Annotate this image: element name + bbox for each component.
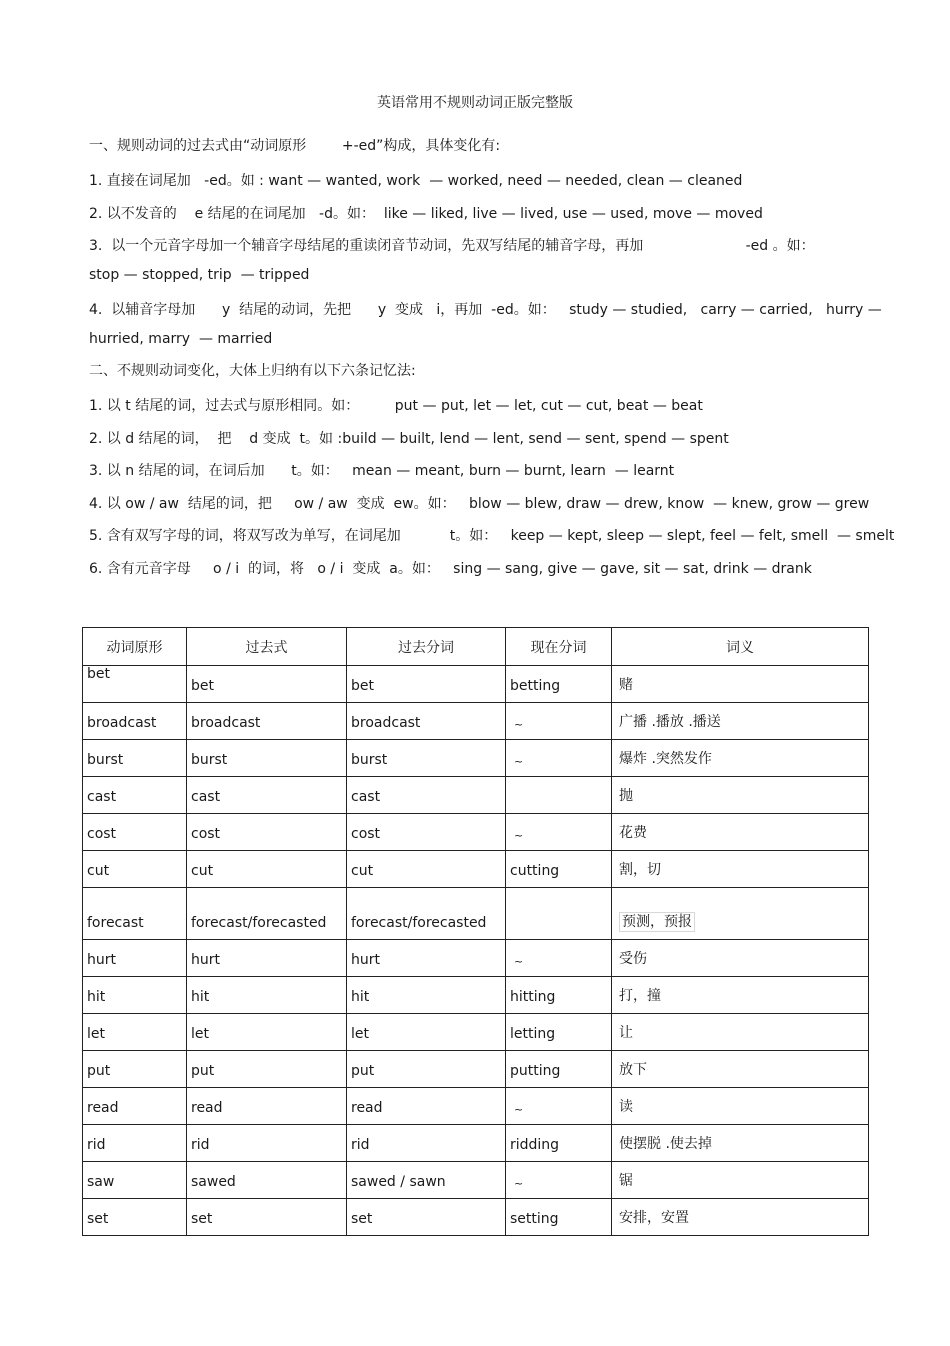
cell-present-participle: putting <box>506 1051 612 1088</box>
page-title: 英语常用不规则动词正版完整版 <box>377 95 573 111</box>
cell-past-participle: hit <box>347 977 506 1014</box>
cell-past: broadcast <box>187 703 347 740</box>
table-row <box>83 940 869 977</box>
cell-meaning: 使摆脱 .使去掉 <box>612 1125 869 1162</box>
irregular-rule-3: 3. 以 n 结尾的词，在词后加 t。如： mean — meant, burn — burnt, learn — learnt <box>89 463 675 479</box>
cell-present-participle: ridding <box>506 1125 612 1162</box>
cell-past-participle: set <box>347 1199 506 1236</box>
cell-meaning: 锯 <box>612 1162 869 1199</box>
cell-past-participle: bet <box>347 666 506 703</box>
cell-present-participle <box>506 888 612 940</box>
table-row <box>83 977 869 1014</box>
cell-meaning: 受伤 <box>612 940 869 977</box>
irregular-rule-2: 2. 以 d 结尾的词， 把 d 变成 t。如 :build — built, lend — lent, send — sent, spend — spent <box>89 431 729 447</box>
rule-line-3: 3. 以一个元音字母加一个辅音字母结尾的重读闭音节动词，先双写结尾的辅音字母，再加 -ed 。如： <box>89 238 815 254</box>
cell-past-participle: cut <box>347 851 506 888</box>
cell-base: rid <box>83 1125 187 1162</box>
cell-present-participle: ~ <box>506 1088 612 1125</box>
cell-base: cost <box>83 814 187 851</box>
table-row <box>83 814 869 851</box>
table-row <box>83 1199 869 1236</box>
cell-present-participle: ~ <box>506 703 612 740</box>
table-row <box>83 1162 869 1199</box>
irregular-verbs-table <box>82 627 869 1236</box>
cell-present-participle: ~ <box>506 1162 612 1199</box>
table-row <box>83 1088 869 1125</box>
irregular-rule-5: 5. 含有双写字母的词，将双写改为单写，在词尾加 t。如： keep — kept, sleep — slept, feel — felt, smell — smelt <box>89 528 895 544</box>
cell-past: bet <box>187 666 347 703</box>
cell-meaning: 让 <box>612 1014 869 1051</box>
cell-present-participle: ~ <box>506 740 612 777</box>
cell-base: broadcast <box>83 703 187 740</box>
cell-past: cost <box>187 814 347 851</box>
cell-base: put <box>83 1051 187 1088</box>
cell-present-participle <box>506 777 612 814</box>
cell-past-participle: put <box>347 1051 506 1088</box>
cell-present-participle: letting <box>506 1014 612 1051</box>
rule-line-2: 2. 以不发音的 e 结尾的在词尾加 -d。如： like — liked, live — lived, use — used, move — moved <box>89 206 763 222</box>
table-row <box>83 888 869 940</box>
cell-meaning: 打，撞 <box>612 977 869 1014</box>
cell-base: bet <box>83 666 187 703</box>
cell-past: put <box>187 1051 347 1088</box>
cell-base: forecast <box>83 888 187 940</box>
cell-past-participle: broadcast <box>347 703 506 740</box>
cell-base: saw <box>83 1162 187 1199</box>
header-past-tense: 过去式 <box>187 628 347 666</box>
table-row <box>83 1125 869 1162</box>
meaning-text: 预测，预报 <box>619 912 695 932</box>
header-base-form: 动词原形 <box>83 628 187 666</box>
cell-past: read <box>187 1088 347 1125</box>
cell-past-participle: cast <box>347 777 506 814</box>
irregular-verbs-heading: 二、不规则动词变化，大体上归纳有以下六条记忆法: <box>89 363 416 379</box>
cell-meaning: 广播 .播放 .播送 <box>612 703 869 740</box>
cell-past-participle: cost <box>347 814 506 851</box>
cell-meaning: 放下 <box>612 1051 869 1088</box>
header-past-participle: 过去分词 <box>347 628 506 666</box>
cell-present-participle: ~ <box>506 814 612 851</box>
cell-base: cast <box>83 777 187 814</box>
table-row <box>83 1014 869 1051</box>
cell-base: hit <box>83 977 187 1014</box>
table-row <box>83 666 869 703</box>
cell-base: let <box>83 1014 187 1051</box>
cell-base: burst <box>83 740 187 777</box>
header-present-participle: 现在分词 <box>506 628 612 666</box>
cell-present-participle: betting <box>506 666 612 703</box>
cell-base: cut <box>83 851 187 888</box>
table-header-row <box>83 628 869 666</box>
cell-meaning: 割，切 <box>612 851 869 888</box>
cell-past: rid <box>187 1125 347 1162</box>
rule-line-1: 1. 直接在词尾加 -ed。如 : want — wanted, work — worked, need — needed, clean — cleaned <box>89 173 743 189</box>
table-row <box>83 703 869 740</box>
table-row <box>83 740 869 777</box>
cell-meaning: 安排，安置 <box>612 1199 869 1236</box>
cell-past-participle: forecast/forecasted <box>347 888 506 940</box>
cell-past-participle: hurt <box>347 940 506 977</box>
cell-past-participle: read <box>347 1088 506 1125</box>
cell-meaning: 爆炸 .突然发作 <box>612 740 869 777</box>
cell-present-participle: setting <box>506 1199 612 1236</box>
cell-past: cast <box>187 777 347 814</box>
table-row <box>83 1051 869 1088</box>
rule-line-4: 4. 以辅音字母加 y 结尾的动词，先把 y 变成 i，再加 -ed。如： study — studied, carry — carried, hurry — <box>89 302 882 318</box>
cell-present-participle: cutting <box>506 851 612 888</box>
cell-past: forecast/forecasted <box>187 888 347 940</box>
cell-meaning: 赌 <box>612 666 869 703</box>
cell-past: sawed <box>187 1162 347 1199</box>
irregular-rule-1: 1. 以 t 结尾的词，过去式与原形相同。如： put — put, let — let, cut — cut, beat — beat <box>89 398 703 414</box>
cell-base: read <box>83 1088 187 1125</box>
header-meaning: 词义 <box>612 628 869 666</box>
cell-past: let <box>187 1014 347 1051</box>
cell-past: burst <box>187 740 347 777</box>
cell-base: set <box>83 1199 187 1236</box>
cell-past-participle: sawed / sawn <box>347 1162 506 1199</box>
irregular-rule-4: 4. 以 ow / aw 结尾的词，把 ow / aw 变成 ew。如： blow — blew, draw — drew, know — knew, grow — grew <box>89 496 870 512</box>
cell-meaning: 花费 <box>612 814 869 851</box>
cell-past: hurt <box>187 940 347 977</box>
cell-past: hit <box>187 977 347 1014</box>
table-row <box>83 777 869 814</box>
cell-meaning <box>612 888 869 940</box>
rule-line-3-cont: stop — stopped, trip — tripped <box>89 267 310 283</box>
cell-present-participle: hitting <box>506 977 612 1014</box>
regular-verbs-heading: 一、规则动词的过去式由“动词原形 +-ed”构成，具体变化有: <box>89 138 501 154</box>
table-row <box>83 851 869 888</box>
cell-meaning: 读 <box>612 1088 869 1125</box>
cell-past-participle: let <box>347 1014 506 1051</box>
cell-meaning: 抛 <box>612 777 869 814</box>
cell-past: cut <box>187 851 347 888</box>
rule-line-4-cont: hurried, marry — married <box>89 331 273 347</box>
cell-past: set <box>187 1199 347 1236</box>
cell-past-participle: rid <box>347 1125 506 1162</box>
cell-present-participle: ~ <box>506 940 612 977</box>
irregular-rule-6: 6. 含有元音字母 o / i 的词，将 o / i 变成 a。如： sing — sang, give — gave, sit — sat, drink — drank <box>89 561 812 577</box>
cell-past-participle: burst <box>347 740 506 777</box>
cell-base: hurt <box>83 940 187 977</box>
